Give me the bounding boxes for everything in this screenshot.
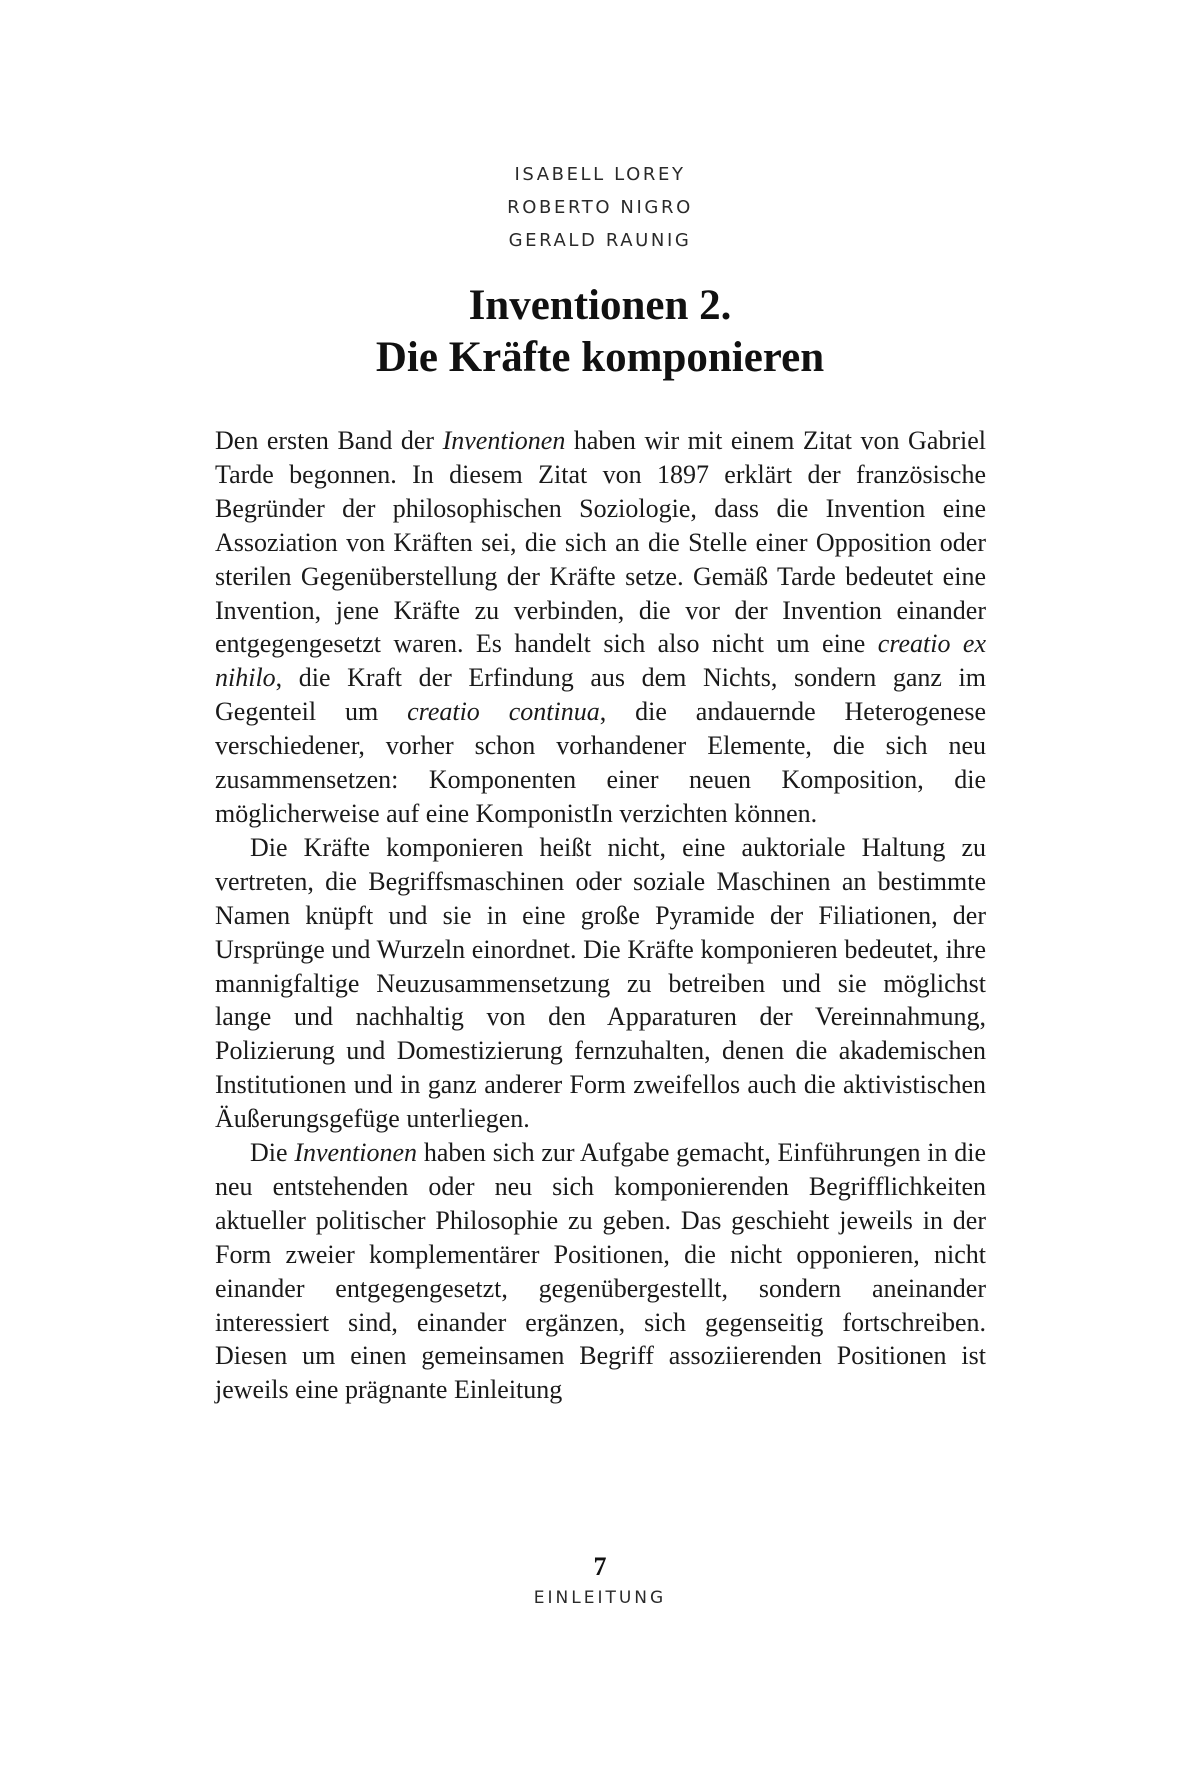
page-footer <box>0 1550 1200 1608</box>
chapter-title-line-1: Inventionen 2. <box>468 282 732 329</box>
text-run: Die <box>250 1138 295 1168</box>
text-run: Den ersten Band der <box>215 426 443 455</box>
body-text <box>215 424 986 1407</box>
section-label: EINLEITUNG <box>533 1588 667 1608</box>
italic-run: Inventionen <box>442 426 566 455</box>
text-run: haben wir mit einem Zitat von Gabriel Tarde begonnen. In diesem Zitat von 1897 erklärt der französische Begründer der philosophischen Soziologie, dass die Invention eine Assoziation von Kräften sei, die sich an die Stelle einer Opposition oder sterilen Gegenüberstellung der Kräfte setze. Gemäß Tarde bedeutet eine Invention, jene Kräfte zu verbinden, die vor der Invention einander entgegengesetzt waren. Es handelt sich also nicht um eine <box>215 426 986 659</box>
author-name: ROBERTO NIGRO <box>507 197 693 218</box>
paragraph-2: Die Kräfte komponieren heißt nicht, eine auktoriale Haltung zu vertreten, die Begriffsmaschinen oder soziale Maschinen an bestimmte Namen knüpft und sie in eine große Pyramide der Filiationen, der Ursprünge und Wurzeln einordnet. Die Kräfte komponieren bedeutet, ihre mannigfaltige Neuzusammensetzung zu betreiben und sie möglichst lange und nachhaltig von den Apparaturen der Vereinnahmung, Polizierung und Domestizierung fernzuhalten, denen die akademischen Institutionen und in ganz anderer Form zweifellos auch die aktivistischen Äußerungsgefüge unterliegen. <box>215 832 986 1134</box>
text-run: haben sich zur Aufgabe gemacht, Einführungen in die neu entstehenden oder neu sich komponierenden Begrifflichkeiten aktueller politischer Philosophie zu geben. Das geschieht jeweils in der Form zweier komplementärer Positionen, die nicht opponieren, nicht einander entgegengesetzt, gegenübergestellt, sondern aneinander interessiert sind, einander ergänzen, sich gegenseitig fortschreiben. Diesen um einen gemeinsamen Begriff assoziierenden Positionen ist jeweils eine prägnante Einleitung <box>215 1138 986 1405</box>
paragraph-3 <box>215 1136 986 1407</box>
text-run: , die Kraft der Erfindung aus dem Nichts, sondern ganz im Gegenteil um <box>215 663 986 727</box>
italic-run: Inventionen <box>294 1138 418 1168</box>
author-name: ISABELL LOREY <box>514 164 686 185</box>
italic-run: creatio ex nihilo <box>215 629 986 693</box>
paragraph-1 <box>215 424 986 831</box>
chapter-title <box>0 280 1200 384</box>
italic-run: creatio continua <box>407 697 600 727</box>
author-list <box>0 158 1200 257</box>
page-number: 7 <box>593 1552 607 1581</box>
chapter-title-line-2: Die Kräfte komponieren <box>375 334 825 381</box>
text-run: , die andauernde Heterogenese verschiedener, vorher schon vorhandener Elemente, die sich neu zusammensetzen: Komponenten einer neuen Komposition, die möglicherweise auf eine KomponistIn verzichten können. <box>215 697 987 828</box>
author-name: GERALD RAUNIG <box>508 230 692 251</box>
